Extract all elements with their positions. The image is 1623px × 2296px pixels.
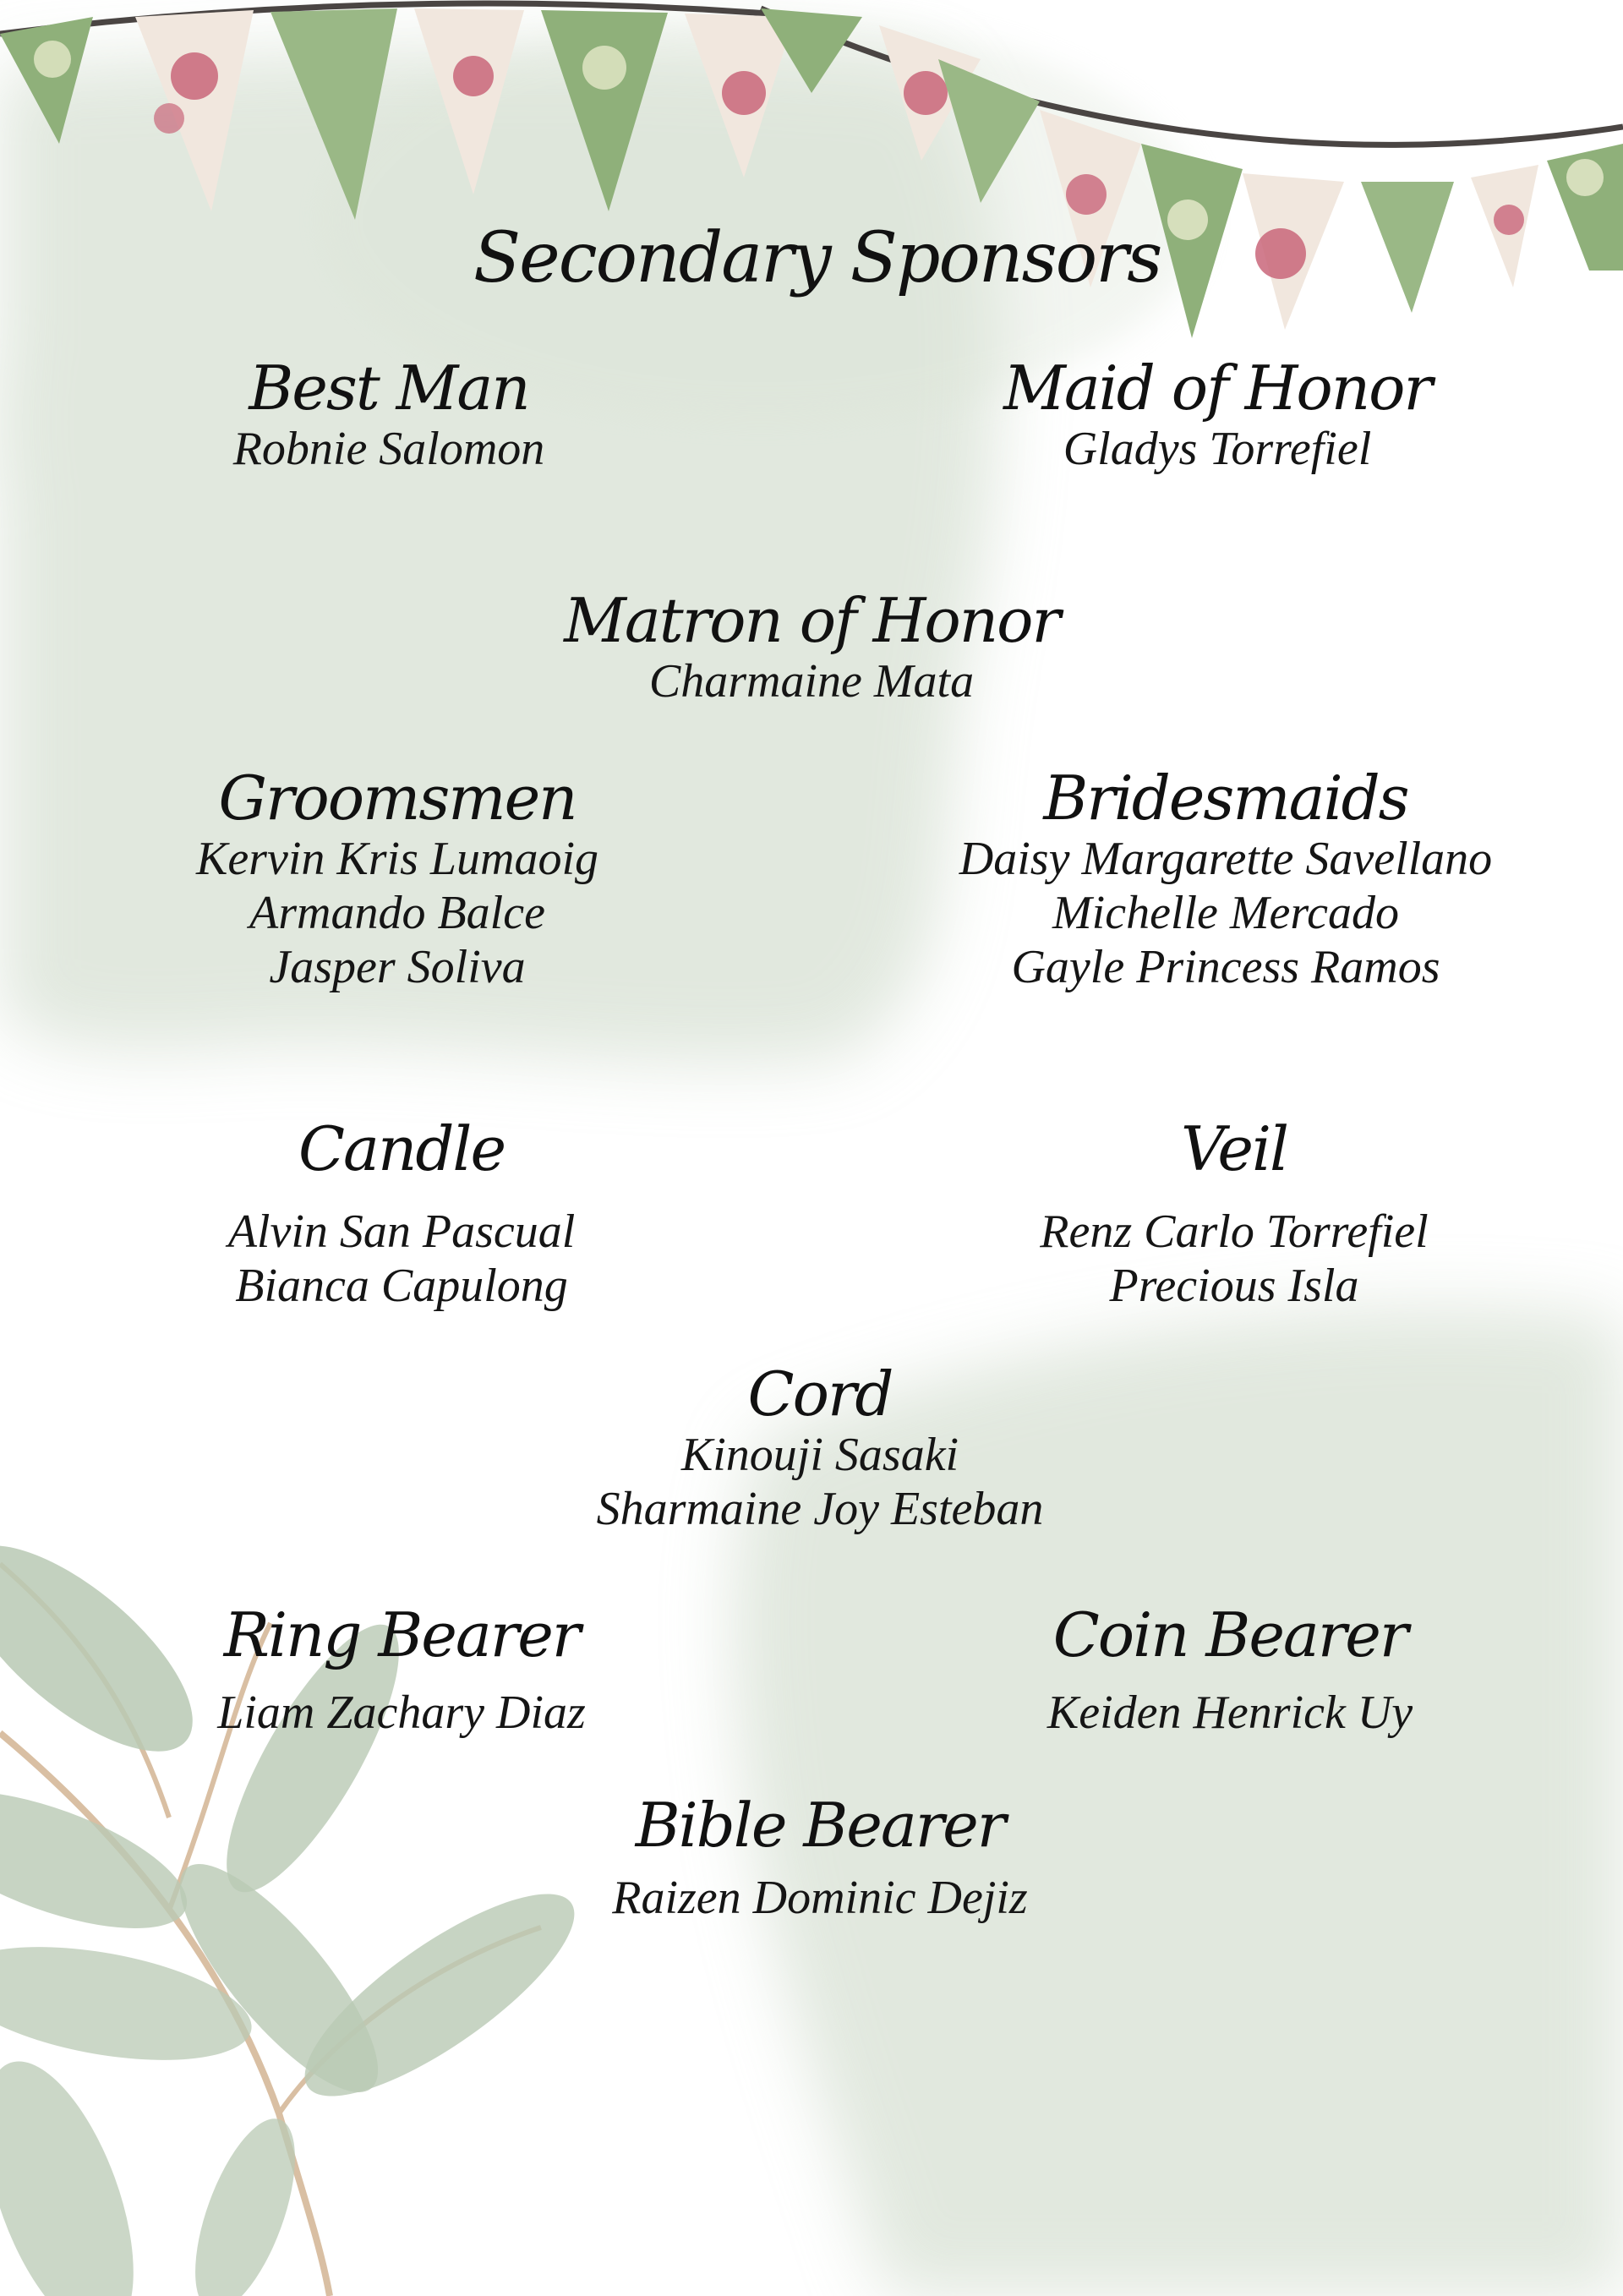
name-list (482, 1871, 1158, 1925)
section-heading: Maid of Honor (1003, 353, 1431, 424)
section-heading: Best Man (249, 353, 529, 424)
section-bible-bearer (482, 1792, 1158, 1925)
section-heading: Ring Bearer (223, 1599, 580, 1670)
name-list (63, 1205, 740, 1313)
name-list (59, 832, 735, 994)
name-item: Kervin Kris Lumaoig (195, 833, 599, 886)
name-item: Michelle Mercado (1052, 887, 1399, 940)
section-heading: Coin Bearer (1052, 1599, 1407, 1670)
section-heading: Bridesmaids (1043, 763, 1408, 834)
section-heading: Matron of Honor (564, 585, 1059, 656)
name-list (892, 1686, 1568, 1740)
section-groomsmen (59, 765, 735, 994)
name-item: Gayle Princess Ramos (1011, 941, 1440, 994)
section-matron-of-honor (473, 585, 1150, 708)
name-list (63, 1686, 740, 1740)
name-item: Alvin San Pascual (227, 1205, 576, 1259)
name-item: Sharmaine Joy Esteban (596, 1483, 1044, 1536)
section-best-man (51, 355, 727, 476)
section-heading: Veil (1180, 1113, 1288, 1184)
section-bridesmaids (888, 765, 1564, 994)
name-list (482, 1428, 1158, 1536)
section-ring-bearer (63, 1599, 740, 1740)
name-list (879, 422, 1555, 476)
name-item: Daisy Margarette Savellano (959, 833, 1493, 886)
name-list (51, 422, 727, 476)
section-heading: Cord (747, 1358, 893, 1430)
name-list (888, 832, 1564, 994)
name-item: Raizen Dominic Dejiz (612, 1872, 1028, 1925)
name-item: Bianca Capulong (235, 1260, 568, 1313)
name-item: Armando Balce (249, 887, 545, 940)
name-item: Jasper Soliva (269, 941, 526, 994)
name-list (473, 654, 1150, 708)
name-item: Gladys Torrefiel (1063, 423, 1372, 476)
section-heading: Candle (298, 1113, 505, 1184)
section-cord (482, 1358, 1158, 1536)
section-coin-bearer (892, 1599, 1568, 1740)
name-item: Robnie Salomon (232, 423, 545, 476)
name-list (896, 1205, 1572, 1313)
name-item: Renz Carlo Torrefiel (1040, 1205, 1429, 1259)
section-candle (63, 1113, 740, 1313)
name-item: Kinouji Sasaki (680, 1429, 959, 1482)
section-heading: Groomsmen (218, 763, 577, 834)
section-veil (896, 1113, 1572, 1313)
section-maid-of-honor (879, 355, 1555, 476)
section-heading: Bible Bearer (635, 1790, 1005, 1861)
page-title: Secondary Sponsors (473, 218, 1161, 298)
name-item: Charmaine Mata (648, 655, 975, 708)
name-item: Keiden Henrick Uy (1046, 1686, 1413, 1740)
name-item: Liam Zachary Diaz (217, 1686, 586, 1740)
name-item: Precious Isla (1109, 1260, 1359, 1313)
